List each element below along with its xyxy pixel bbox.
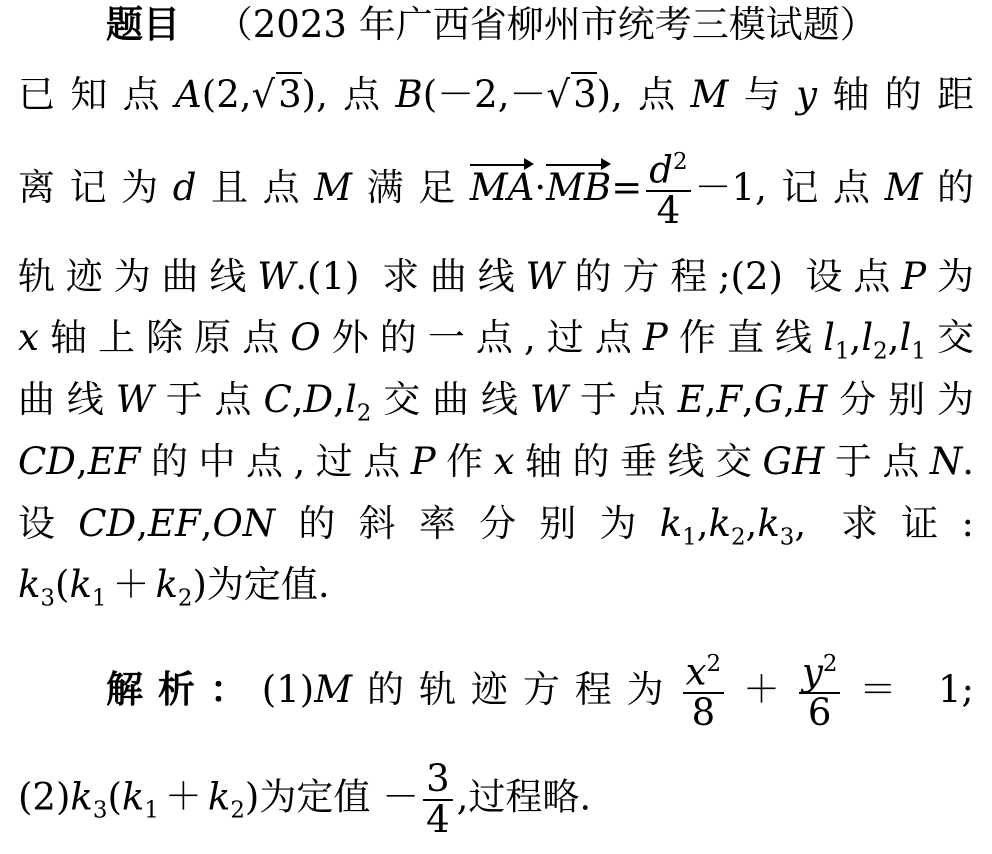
problem-line-6: 曲线W于点$C,D,l_2$交曲线W于点E,F,G,H分别为 <box>18 378 975 427</box>
problem-source: （2023 年广西省柳州市统考三模试题） <box>215 3 877 46</box>
problem-heading: 题目 <box>106 3 180 46</box>
problem-line-7: CD,EF的中点,过点P作x轴的垂线交GH于点N. <box>18 440 975 483</box>
problem-line-9: $k_3(k_1 + k_2)$为定值. <box>18 563 330 612</box>
problem-line-4: 轨迹为曲线W.(1) 求曲线W的方程;(2) 设点P为 <box>18 255 975 298</box>
fraction-y2-over-6: $\frac{y^2}{6}$ <box>799 652 841 733</box>
solution-line-2: $(2)k_3(k_1 + k_2)$为定值 － $\frac{3}{4}$ ,过程略. <box>18 757 592 841</box>
solution-heading: 解析： <box>106 668 262 711</box>
problem-title-line <box>18 4 974 47</box>
problem-line-8: 设CD,EF,ON的斜率分别为$k_1,k_2,k_3$, 求证: <box>18 502 974 551</box>
problem-line-2: 已知点A(2,√3),点B(－2,－√3),点M与y轴的距 <box>18 73 975 116</box>
fraction-d2-over-4: $\frac{d^2}{4}$ <box>646 150 690 231</box>
fraction-3-over-4: $\frac{3}{4}$ <box>423 760 453 840</box>
vector-MA: MA <box>469 166 535 209</box>
problem-line-3: 离记为d且点M满足MA·MB= $\frac{d^2}{4}$ －1,记点M的 <box>18 148 975 233</box>
solution-line-1: 解析：(1)M的轨迹方程为 $\frac{x^2}{8}$ ＋ $\frac{y^2}{6}$ ＝ 1; <box>18 652 974 733</box>
fraction-x2-over-8: $\frac{x^2}{8}$ <box>683 652 724 733</box>
problem-line-5: x轴上除原点O外的一点,过点P作直线$l_1,l_2,l_1$交 <box>18 316 975 365</box>
vector-MB: MB <box>546 166 612 209</box>
